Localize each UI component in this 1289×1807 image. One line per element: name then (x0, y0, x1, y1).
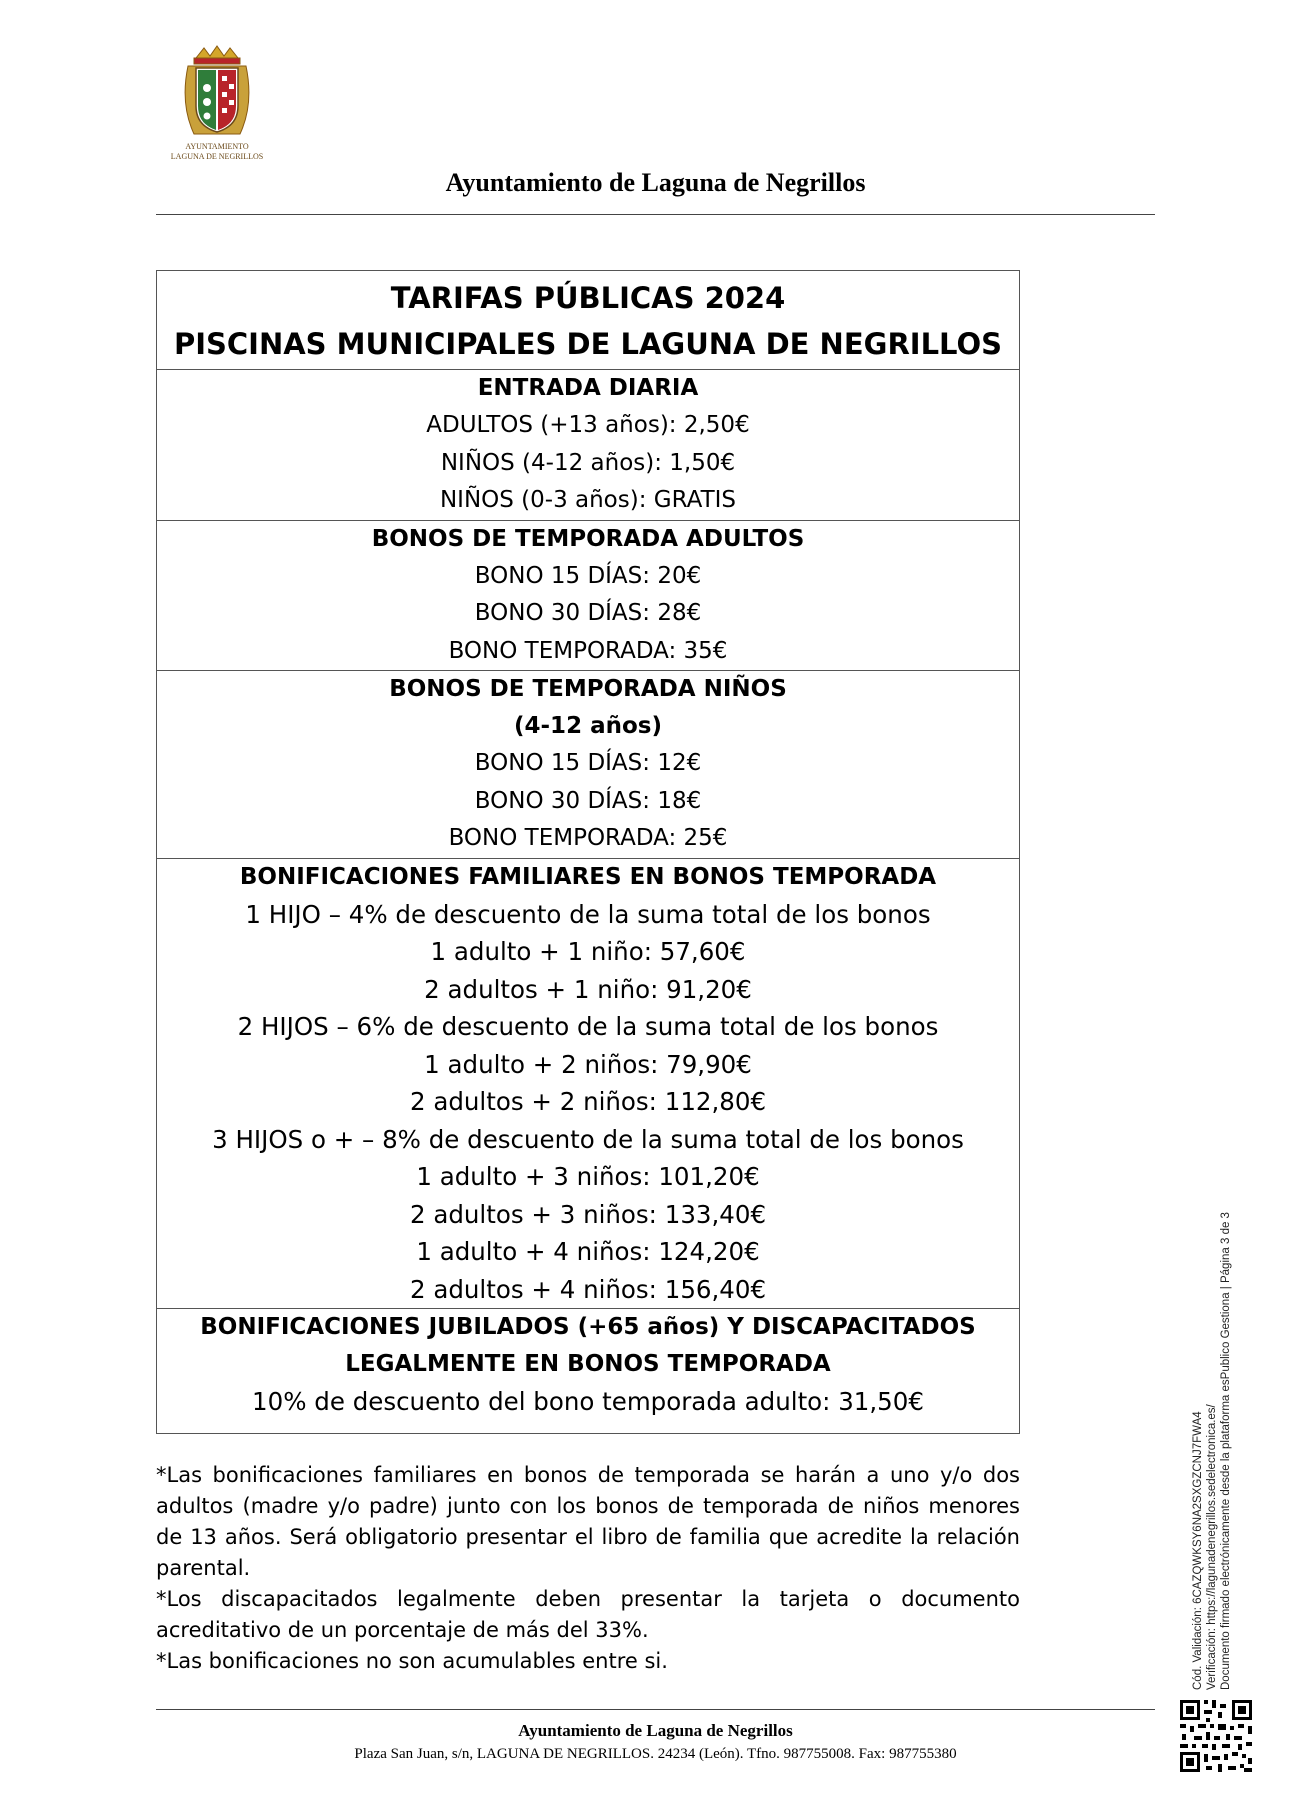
daily-entry-line: NIÑOS (4-12 años): 1,50€ (440, 449, 736, 476)
family-discount-line: 1 HIJO – 4% de descuento de la suma total de los bonos (245, 899, 931, 929)
adult-bono-line: BONO 15 DÍAS: 20€ (474, 562, 702, 589)
child-bono-line: BONO TEMPORADA: 25€ (448, 825, 728, 851)
family-discount-line: 3 HIJOS o + – 8% de descuento de la suma total de los bonos (212, 1124, 964, 1154)
family-discounts-section (157, 858, 1019, 1309)
retired-discounts-title-line2: LEGALMENTE EN BONOS TEMPORADA (345, 1351, 831, 1377)
family-discount-line: 1 adulto + 3 niños: 101,20€ (416, 1162, 760, 1191)
table-title-block (157, 271, 1019, 369)
child-bonos-section (157, 670, 1019, 858)
validation-stamp (1191, 1130, 1261, 1690)
validation-code: Cód. Validación: 6CAZQWKSY6NA2SXGZCNJ7FWA4 (1192, 1411, 1204, 1690)
coat-of-arms-icon (154, 44, 280, 140)
note-paragraph: *Las bonificaciones no son acumulables entre si. (156, 1649, 668, 1673)
adult-bonos-title: BONOS DE TEMPORADA ADULTOS (371, 525, 805, 552)
family-discount-line: 2 adultos + 1 niño: 91,20€ (424, 974, 752, 1004)
tariff-table (156, 270, 1020, 1434)
logo-caption-line1: AYUNTAMIENTO (185, 142, 249, 151)
qr-code-icon (1178, 1698, 1254, 1774)
retired-discount-line: 10% de descuento del bono temporada adulto: 31,50€ (252, 1387, 924, 1416)
daily-entry-line: NIÑOS (0-3 años): GRATIS (439, 487, 737, 513)
note-paragraph: *Las bonificaciones familiares en bonos de temporada se harán a uno y/o dos adultos (madre y/o padre) junto con los bonos de temporada de niños menores de 13 años. Será obligatorio presentar el libro de familia que acredite la relación parental. (156, 1463, 1020, 1580)
family-discount-line: 1 adulto + 2 niños: 79,90€ (424, 1049, 752, 1079)
child-bono-line: BONO 30 DÍAS: 18€ (474, 787, 702, 814)
daily-entry-title: ENTRADA DIARIA (477, 375, 699, 401)
signature-note: Documento firmado electrónicamente desde la plataforma esPublico Gestiona | Página 3 de 3 (1220, 1212, 1232, 1690)
retired-discounts-title-line1: BONIFICACIONES JUBILADOS (+65 años) Y DISCAPACITADOS (200, 1314, 976, 1340)
footer-name: Ayuntamiento de Laguna de Negrillos (518, 1721, 793, 1740)
adult-bonos-section (157, 520, 1019, 671)
header-divider (156, 214, 1155, 215)
daily-entry-section (157, 369, 1019, 520)
family-discount-line: 2 HIJOS – 6% de descuento de la suma total de los bonos (237, 1012, 939, 1041)
family-discount-line: 2 adultos + 3 niños: 133,40€ (409, 1199, 767, 1229)
family-discount-line: 1 adulto + 4 niños: 124,20€ (416, 1237, 760, 1266)
family-discount-line: 2 adultos + 2 niños: 112,80€ (409, 1087, 767, 1116)
page-header-title: Ayuntamiento de Laguna de Negrillos (445, 168, 866, 197)
child-bonos-title-line2: (4-12 años) (514, 713, 662, 739)
footer-divider (156, 1709, 1155, 1710)
verification-url[interactable]: Verificación: https://lagunadenegrillos.sedelectronica.es/ (1206, 1404, 1218, 1690)
adult-bono-line: BONO TEMPORADA: 35€ (448, 637, 728, 664)
qr-code (1178, 1698, 1254, 1774)
notes-block (156, 1460, 1020, 1677)
child-bonos-title-line1: BONOS DE TEMPORADA NIÑOS (389, 676, 787, 702)
adult-bono-line: BONO 30 DÍAS: 28€ (474, 600, 702, 626)
note-paragraph: *Los discapacitados legalmente deben presentar la tarjeta o documento acreditativo de un porcentaje de más del 33%. (156, 1587, 1020, 1642)
footer-address: Plaza San Juan, s/n, LAGUNA DE NEGRILLOS. 24234 (León). Tfno. 987755008. Fax: 987755380 (354, 1746, 957, 1762)
daily-entry-line: ADULTOS (+13 años): 2,50€ (426, 412, 750, 438)
family-discounts-title: BONIFICACIONES FAMILIARES EN BONOS TEMPORADA (239, 863, 937, 890)
logo-caption (154, 142, 280, 162)
family-discount-line: 2 adultos + 4 niños: 156,40€ (409, 1274, 767, 1304)
table-title-line2: PISCINAS MUNICIPALES DE LAGUNA DE NEGRILLOS (173, 327, 1003, 361)
family-discount-line: 1 adulto + 1 niño: 57,60€ (430, 937, 746, 966)
logo-caption-line2: LAGUNA DE NEGRILLOS (170, 152, 264, 161)
table-title-line1: TARIFAS PÚBLICAS 2024 (390, 281, 786, 315)
child-bono-line: BONO 15 DÍAS: 12€ (474, 750, 702, 776)
retired-discounts-section (157, 1308, 1019, 1433)
coat-of-arms-logo (154, 44, 280, 166)
